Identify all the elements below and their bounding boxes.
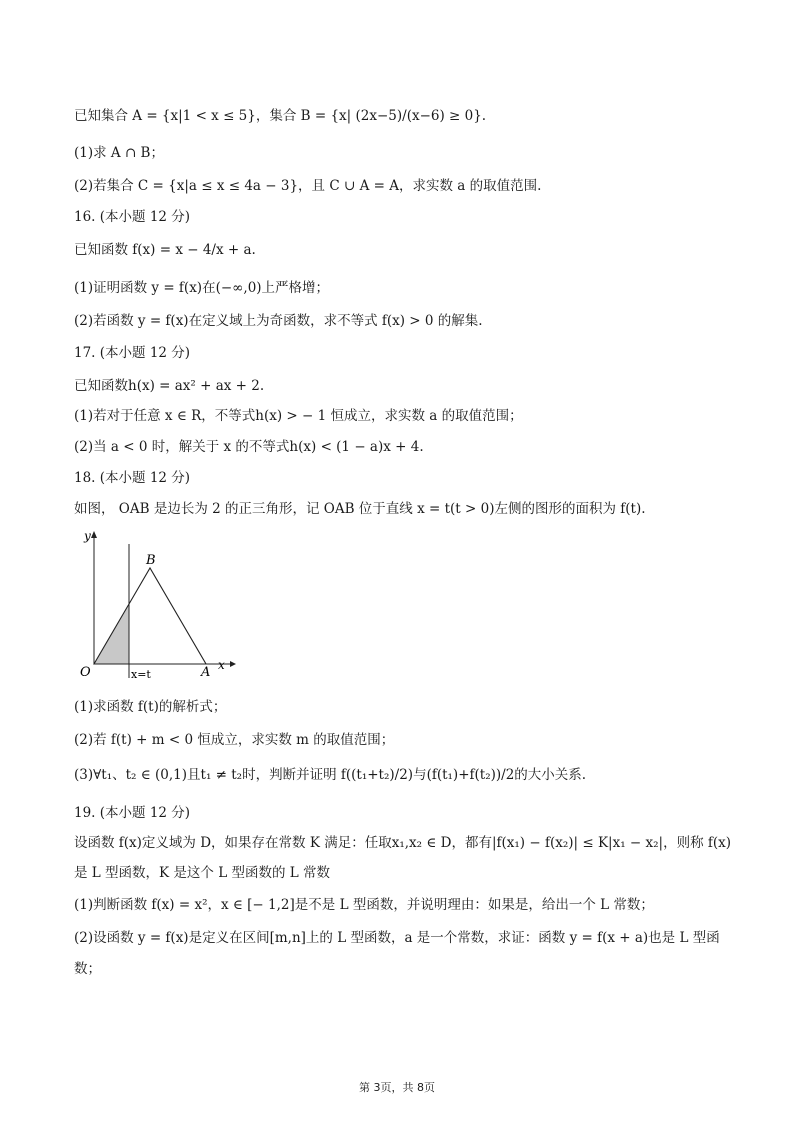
problem-16-heading: 16. (本小题 12 分) bbox=[74, 209, 191, 225]
problem-16-part-1: (1)证明函数 y = f(x)在(−∞,0)上严格增； bbox=[74, 280, 330, 296]
y-axis-label: y bbox=[84, 529, 91, 543]
problem-18-heading: 18. (本小题 12 分) bbox=[74, 470, 191, 486]
problem-19-intro-line-2: 是 L 型函数，K 是这个 L 型函数的 L 常数 bbox=[74, 865, 331, 881]
problem-18-part-2: (2)若 f(t) + m < 0 恒成立，求实数 m 的取值范围； bbox=[74, 732, 395, 748]
problem-15-part-2: (2)若集合 C = {x|a ≤ x ≤ 4a − 3}，且 C ∪ A = A，求实数 a 的取值范围. bbox=[74, 178, 542, 194]
point-b-label: B bbox=[146, 553, 156, 568]
problem-18-intro: 如图， OAB 是边长为 2 的正三角形，记 OAB 位于直线 x = t(t > 0)左侧的图形的面积为 f(t). bbox=[74, 501, 646, 517]
triangle-figure bbox=[70, 526, 240, 686]
y-axis-arrow-icon bbox=[91, 531, 97, 538]
problem-19-part-2-continued: 数； bbox=[74, 961, 101, 977]
problem-16-intro: 已知函数 f(x) = x − 4/x + a. bbox=[74, 242, 256, 258]
problem-15-part-1: (1)求 A ∩ B； bbox=[74, 145, 164, 161]
problem-15-intro: 已知集合 A = {x|1 < x ≤ 5}，集合 B = {x| (2x−5)/(x−6) ≥ 0}. bbox=[74, 108, 487, 124]
problem-17-part-2: (2)当 a < 0 时，解关于 x 的不等式h(x) < (1 − a)x + 4. bbox=[74, 439, 424, 455]
x-axis-arrow-icon bbox=[230, 661, 236, 667]
problem-17-intro: 已知函数h(x) = ax² + ax + 2. bbox=[74, 378, 265, 394]
problem-19-part-2: (2)设函数 y = f(x)是定义在区间[m,n]上的 L 型函数，a 是一个常数，求证：函数 y = f(x + a)也是 L 型函 bbox=[74, 930, 720, 946]
problem-17-heading: 17. (本小题 12 分) bbox=[74, 345, 191, 361]
x-axis-label: x bbox=[218, 658, 225, 672]
problem-19-intro-line-1: 设函数 f(x)定义域为 D，如果存在常数 K 满足：任取x₁,x₂ ∈ D，都有|f(x₁) − f(x₂)| ≤ K|x₁ − x₂|，则称 f(x) bbox=[74, 835, 732, 851]
problem-16-part-2: (2)若函数 y = f(x)在定义域上为奇函数，求不等式 f(x) > 0 的解集. bbox=[74, 313, 483, 329]
problem-18-part-1: (1)求函数 f(t)的解析式； bbox=[74, 699, 227, 715]
page-footer: 第 3页，共 8页 bbox=[359, 1081, 435, 1094]
problem-18-part-3: (3)∀t₁、t₂ ∈ (0,1)且t₁ ≠ t₂时，判断并证明 f((t₁+t₂)/2)与(f(t₁)+f(t₂))/2的大小关系. bbox=[74, 767, 587, 783]
origin-label: O bbox=[80, 665, 91, 680]
problem-19-part-1: (1)判断函数 f(x) = x²，x ∈ [− 1,2]是不是 L 型函数，并说明理由：如果是，给出一个 L 常数； bbox=[74, 897, 654, 913]
line-x-equals-t-label: x=t bbox=[131, 668, 151, 681]
point-a-label: A bbox=[201, 665, 211, 680]
problem-17-part-1: (1)若对于任意 x ∈ R，不等式h(x) > − 1 恒成立，求实数 a 的取值范围； bbox=[74, 408, 523, 424]
problem-19-heading: 19. (本小题 12 分) bbox=[74, 805, 191, 821]
